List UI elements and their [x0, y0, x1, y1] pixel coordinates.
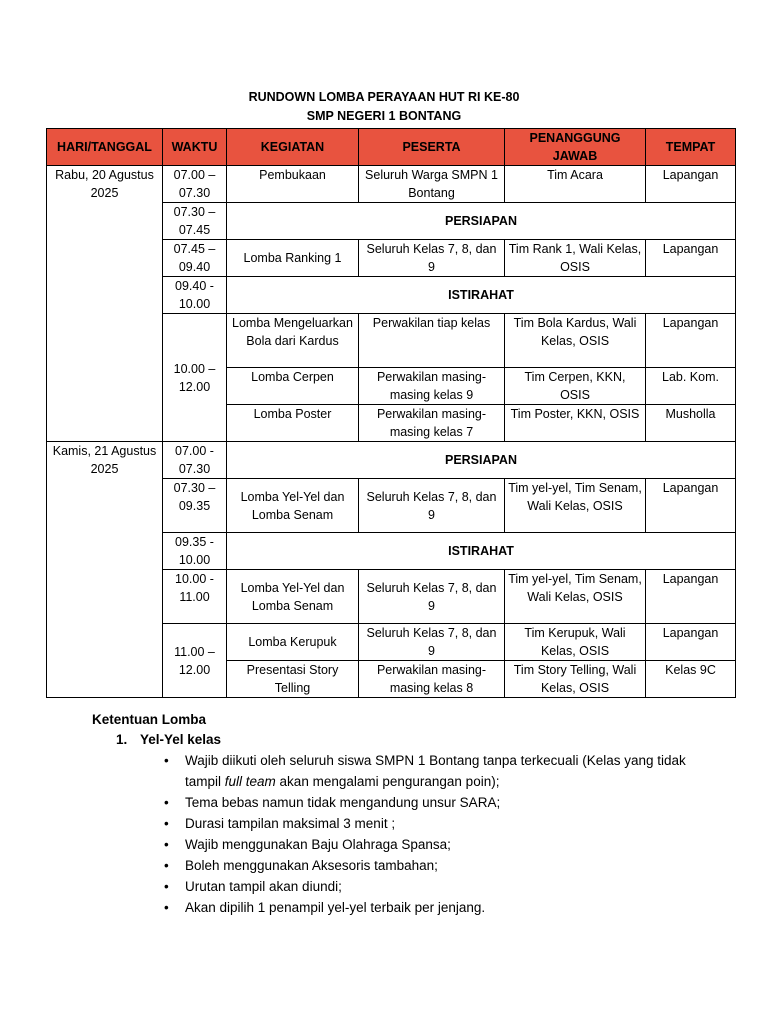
place-cell: Lapangan: [646, 240, 736, 277]
document-title: RUNDOWN LOMBA PERAYAAN HUT RI KE-80: [248, 90, 520, 104]
time-cell: 07.30 – 09.35: [163, 479, 227, 533]
table-row: [47, 166, 736, 203]
activity-cell: Lomba Kerupuk: [227, 624, 359, 661]
place-cell: Lapangan: [646, 624, 736, 661]
banner-persiapan: PERSIAPAN: [227, 203, 736, 240]
bullet-icon: •: [164, 858, 169, 873]
column-header-activity: KEGIATAN: [227, 129, 359, 166]
time-cell: 09.40 - 10.00: [163, 277, 227, 314]
table-header-row: [47, 129, 736, 166]
participants-cell: Perwakilan masing-masing kelas 8: [359, 661, 505, 698]
pic-cell: Tim Kerupuk, Wali Kelas, OSIS: [505, 624, 646, 661]
participants-cell: Seluruh Kelas 7, 8, dan 9: [359, 570, 505, 624]
pic-cell: Tim Poster, KKN, OSIS: [505, 405, 646, 442]
activity-cell: Lomba Poster: [227, 405, 359, 442]
banner-istirahat: ISTIRAHAT: [227, 277, 736, 314]
document-header: [0, 88, 768, 126]
rule-text-part: Wajib diikuti oleh seluruh siswa SMPN 1 Bontang tanpa terkecuali (Kelas yang tidak tampil: [185, 753, 686, 789]
list-item: [162, 876, 712, 897]
column-header-place: TEMPAT: [646, 129, 736, 166]
place-cell: Lapangan: [646, 314, 736, 368]
rules-section: [92, 710, 712, 918]
participants-cell: Seluruh Kelas 7, 8, dan 9: [359, 240, 505, 277]
place-cell: Lapangan: [646, 479, 736, 533]
bullet-icon: •: [164, 900, 169, 915]
participants-cell: Perwakilan masing-masing kelas 9: [359, 368, 505, 405]
time-cell: 07.45 – 09.40: [163, 240, 227, 277]
time-cell: 07.30 – 07.45: [163, 203, 227, 240]
list-item: [162, 750, 712, 792]
time-cell: 09.35 - 10.00: [163, 533, 227, 570]
pic-cell: Tim Bola Kardus, Wali Kelas, OSIS: [505, 314, 646, 368]
time-cell: 11.00 – 12.00: [163, 624, 227, 698]
pic-cell: Tim Cerpen, KKN, OSIS: [505, 368, 646, 405]
activity-cell: Presentasi Story Telling: [227, 661, 359, 698]
participants-cell: Perwakilan masing-masing kelas 7: [359, 405, 505, 442]
time-cell: 07.00 - 07.30: [163, 442, 227, 479]
place-cell: Lab. Kom.: [646, 368, 736, 405]
day-date-cell: Rabu, 20 Agustus 2025: [47, 166, 163, 442]
participants-cell: Perwakilan tiap kelas: [359, 314, 505, 368]
activity-cell: Lomba Ranking 1: [227, 240, 359, 277]
participants-cell: Seluruh Kelas 7, 8, dan 9: [359, 624, 505, 661]
pic-cell: Tim Acara: [505, 166, 646, 203]
pic-cell: Tim yel-yel, Tim Senam, Wali Kelas, OSIS: [505, 570, 646, 624]
pic-cell: Tim yel-yel, Tim Senam, Wali Kelas, OSIS: [505, 479, 646, 533]
place-cell: Kelas 9C: [646, 661, 736, 698]
column-header-date: HARI/TANGGAL: [47, 129, 163, 166]
activity-cell: Lomba Yel-Yel dan Lomba Senam: [227, 570, 359, 624]
bullet-icon: •: [164, 816, 169, 831]
list-item: [162, 897, 712, 918]
column-header-participants: PESERTA: [359, 129, 505, 166]
section-title: Yel-Yel kelas: [140, 732, 222, 747]
list-item: [162, 855, 712, 876]
rule-text: Durasi tampilan maksimal 3 menit ;: [185, 816, 396, 831]
time-cell: 10.00 - 11.00: [163, 570, 227, 624]
participants-cell: Seluruh Kelas 7, 8, dan 9: [359, 479, 505, 533]
list-item: [162, 834, 712, 855]
place-cell: Musholla: [646, 405, 736, 442]
banner-istirahat: ISTIRAHAT: [227, 533, 736, 570]
rule-text: Urutan tampil akan diundi;: [185, 879, 342, 894]
rules-heading: Ketentuan Lomba: [92, 712, 207, 727]
time-cell: 07.00 – 07.30: [163, 166, 227, 203]
rule-text-part: akan mengalami pengurangan poin);: [275, 774, 500, 789]
time-cell: 10.00 – 12.00: [163, 314, 227, 442]
place-cell: Lapangan: [646, 570, 736, 624]
bullet-icon: •: [164, 837, 169, 852]
bullet-icon: •: [164, 753, 169, 768]
activity-cell: Lomba Cerpen: [227, 368, 359, 405]
pic-cell: Tim Story Telling, Wali Kelas, OSIS: [505, 661, 646, 698]
activity-cell: Lomba Yel-Yel dan Lomba Senam: [227, 479, 359, 533]
pic-cell: Tim Rank 1, Wali Kelas, OSIS: [505, 240, 646, 277]
activity-cell: Pembukaan: [227, 166, 359, 203]
participants-cell: Seluruh Warga SMPN 1 Bontang: [359, 166, 505, 203]
bullet-icon: •: [164, 795, 169, 810]
place-cell: Lapangan: [646, 166, 736, 203]
rule-text: Wajib menggunakan Baju Olahraga Spansa;: [185, 837, 451, 852]
rule-text: Tema bebas namun tidak mengandung unsur SARA;: [185, 795, 501, 810]
section-number: 1.: [116, 732, 128, 747]
banner-persiapan: PERSIAPAN: [227, 442, 736, 479]
table-row: [47, 442, 736, 479]
bullet-icon: •: [164, 879, 169, 894]
rule-text: Boleh menggunakan Aksesoris tambahan;: [185, 858, 438, 873]
list-item: [162, 792, 712, 813]
list-item: [162, 813, 712, 834]
rule-text-emphasis: full team: [224, 774, 276, 789]
activity-cell: Lomba Mengeluarkan Bola dari Kardus: [227, 314, 359, 368]
rundown-table: [46, 128, 736, 698]
column-header-time: WAKTU: [163, 129, 227, 166]
column-header-pic: PENANGGUNG JAWAB: [505, 129, 646, 166]
rules-list: [162, 750, 712, 918]
document-subtitle: SMP NEGERI 1 BONTANG: [306, 109, 462, 123]
day-date-cell: Kamis, 21 Agustus 2025: [47, 442, 163, 698]
rules-subsection-title: [116, 730, 712, 750]
rule-text: Akan dipilih 1 penampil yel-yel terbaik per jenjang.: [185, 900, 486, 915]
